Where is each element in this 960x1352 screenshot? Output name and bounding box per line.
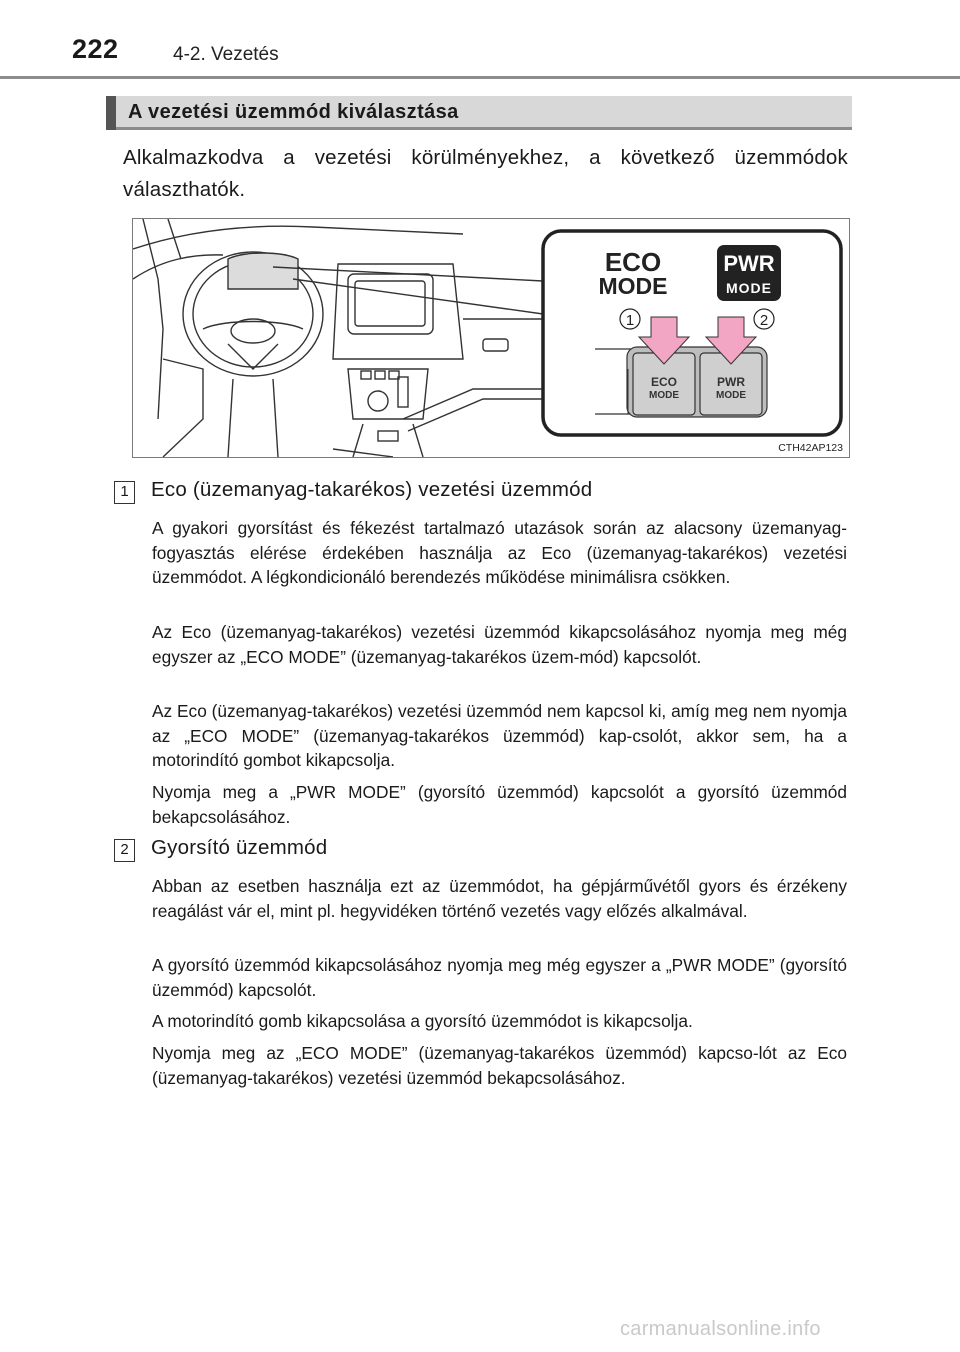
paragraph: A gyorsító üzemmód kikapcsolásához nyomja meg még egyszer a „PWR MODE” (gyorsító üzemmód) kapcsolót. (152, 955, 847, 1000)
eco-logo-bottom: MODE (598, 273, 668, 299)
section-title: A vezetési üzemmód kiválasztása (128, 101, 459, 123)
eco-switch-bottom: MODE (649, 390, 679, 401)
paragraph: Nyomja meg az „ECO MODE” (üzemanyag-takarékos üzemmód) kapcso-lót az Eco (üzemanyag-takarékos) vezetési üzemmód bekapcsolásához. (152, 1043, 847, 1088)
item-heading: Gyorsító üzemmód (151, 836, 328, 859)
paragraph: Az Eco (üzemanyag-takarékos) vezetési üzemmód kikapcsolásához nyomja meg még egyszer az „ECO MODE” (üzemanyag-takarékos üzem-mód) kapcsolót. (152, 622, 847, 667)
section-accent (106, 96, 116, 130)
figure-code: CTH42AP123 (778, 442, 843, 454)
section-title-bar (106, 96, 852, 130)
eco-logo-top: ECO (604, 247, 662, 277)
paragraph: Nyomja meg a „PWR MODE” (gyorsító üzemmód) kapcsolót a gyorsító üzemmód bekapcsolásához. (152, 782, 847, 827)
callout-1: 1 (625, 312, 635, 329)
intro-paragraph: Alkalmazkodva a vezetési körülményekhez, a következő üzemmódok választhatók. (123, 146, 848, 201)
eco-switch-top: ECO (650, 375, 678, 389)
header-rule (0, 76, 960, 79)
callout-2: 2 (759, 312, 769, 329)
pwr-logo-top: PWR (723, 251, 775, 276)
paragraph: Az Eco (üzemanyag-takarékos) vezetési üzemmód nem kapcsol ki, amíg meg nem nyomja az „ECO MODE” (üzemanyag-takarékos üzemmód) kap-csolót, akkor sem, ha a motorindító gombot kikapcsolja. (152, 701, 847, 770)
page-number: 222 (72, 34, 119, 64)
pwr-switch-bottom: MODE (716, 390, 746, 401)
watermark: carmanualsonline.info (620, 1318, 821, 1340)
item-number-badge: 2 (114, 839, 135, 862)
dashboard-illustration (132, 218, 850, 458)
item-heading: Eco (üzemanyag-takarékos) vezetési üzemmód (151, 478, 593, 501)
paragraph: A motorindító gomb kikapcsolása a gyorsító üzemmódot is kikapcsolja. (152, 1011, 693, 1031)
pwr-switch-top: PWR (717, 375, 745, 389)
paragraph: A gyakori gyorsítást és fékezést tartalmazó utazások során az alacsony üzemanyag-fogyasztás elérése érdekében használja az Eco (üzemanyag-takarékos) vezetési üzemmódot. A légkondicionáló berendezés működése minimálisra csökken. (152, 518, 847, 587)
pwr-logo-bottom: MODE (726, 280, 772, 296)
chapter-title: 4-2. Vezetés (173, 44, 279, 65)
paragraph: Abban az esetben használja ezt az üzemmódot, ha gépjárművétől gyors és érzékeny reagálást vár el, mint pl. hegyvidéken történő vezetés vagy előzés alkalmával. (152, 876, 847, 921)
page-header (0, 0, 960, 80)
dashboard-drawing (133, 219, 849, 457)
item-number-badge: 1 (114, 481, 135, 504)
